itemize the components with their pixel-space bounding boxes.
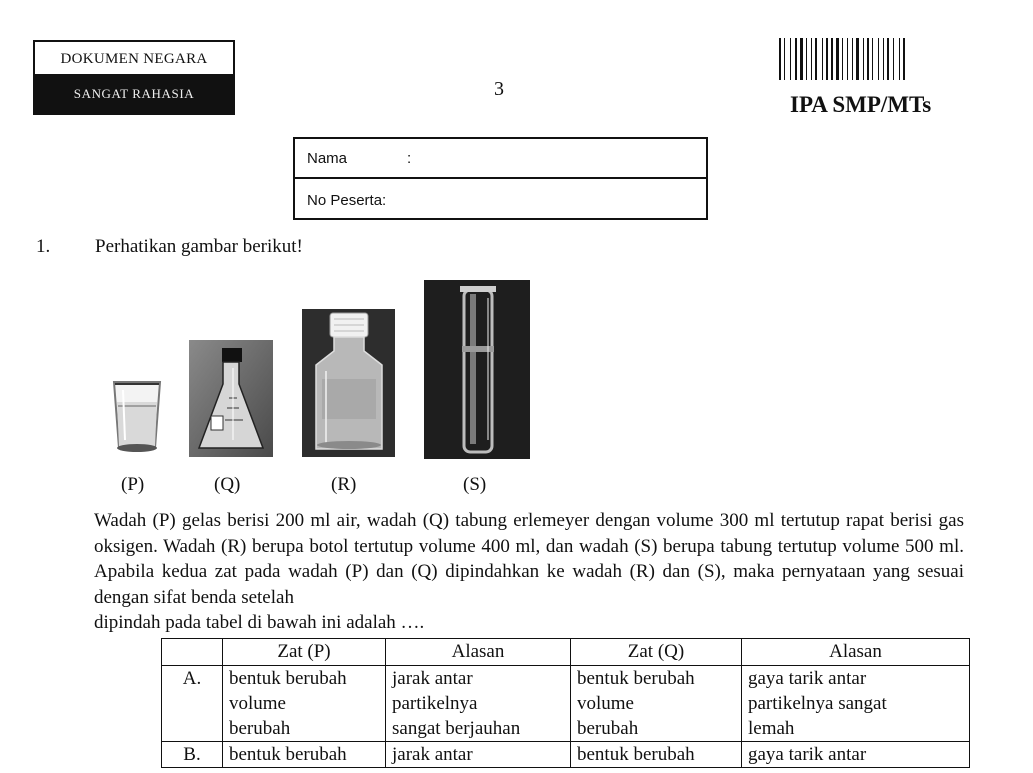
cell-line: gaya tarik antar: [748, 668, 867, 689]
caption-s: (S): [463, 474, 487, 495]
cell-line: partikelnya sangat: [748, 693, 887, 714]
cell-line: partikelnya: [392, 693, 478, 714]
question-number: 1.: [36, 236, 51, 257]
zat-p-cell: [223, 666, 386, 742]
zat-q-cell: [571, 742, 742, 768]
subject-title: IPA SMP/MTs: [790, 92, 932, 117]
doc-label-bottom: SANGAT RAHASIA: [35, 74, 233, 113]
option-label: A.: [162, 666, 223, 742]
page-number: 3: [494, 78, 504, 100]
participant-number-row[interactable]: [295, 180, 706, 220]
barcode-icon: [779, 38, 969, 80]
erlenmeyer-flask-photo: [189, 340, 273, 457]
capped-bottle-photo: [302, 309, 395, 457]
cell-line: jarak antar: [392, 744, 473, 765]
caption-r: (R): [331, 474, 357, 495]
cell-line: lemah: [748, 718, 795, 739]
question-instruction: Perhatikan gambar berikut!: [95, 236, 303, 257]
name-field-row[interactable]: [295, 139, 706, 179]
identity-box: [293, 137, 708, 220]
cell-line: volume: [577, 693, 634, 714]
question-paragraph: Wadah (P) gelas berisi 200 ml air, wadah (Q) tabung erlemeyer dengan volume 300 ml tertutup rapat berisi gas oksigen. Wadah (R) berupa botol tertutup volume 400 ml, dan wadah (S) berupa tabung tertutup volume 500 ml. Apabila kedua zat pada wadah (P) dan (Q) dipindahkan ke wadah (R) dan (S), maka pernyataan yang sesuai dengan sifat benda setelah: [94, 510, 964, 608]
caption-q: (Q): [214, 474, 241, 495]
zat-p-cell: [223, 742, 386, 768]
alasan-q-cell: [742, 666, 970, 742]
table-header-row: [162, 639, 970, 666]
name-colon: :: [407, 149, 412, 167]
glass-of-water-photo: [111, 376, 163, 454]
table-row[interactable]: [162, 742, 970, 768]
participant-label: No Peserta: [307, 191, 383, 209]
alasan-q-cell: [742, 742, 970, 768]
document-classification-label: [33, 40, 235, 115]
cell-line: sangat berjauhan: [392, 718, 521, 739]
cell-line: bentuk berubah: [577, 744, 695, 765]
doc-label-top: DOKUMEN NEGARA: [35, 42, 233, 76]
cell-line: bentuk berubah: [229, 744, 347, 765]
cell-line: bentuk berubah: [229, 668, 347, 689]
participant-colon: :: [382, 191, 387, 209]
cell-line: jarak antar: [392, 668, 473, 689]
cell-line: gaya tarik antar: [748, 744, 867, 765]
header-option: [162, 639, 223, 666]
header-zat-p: Zat (P): [223, 639, 386, 666]
zat-q-cell: [571, 666, 742, 742]
alasan-p-cell: [386, 666, 571, 742]
cell-line: bentuk berubah: [577, 668, 695, 689]
name-label: Nama: [307, 149, 348, 167]
cell-line: berubah: [577, 718, 639, 739]
option-label: B.: [162, 742, 223, 768]
closed-tube-photo: [424, 280, 530, 459]
question-paragraph-last-line: dipindah pada tabel di bawah ini adalah ….: [94, 612, 425, 633]
header-alasan-q: Alasan: [742, 639, 970, 666]
header-alasan-p: Alasan: [386, 639, 571, 666]
caption-p: (P): [121, 474, 145, 495]
header-zat-q: Zat (Q): [571, 639, 742, 666]
table-row[interactable]: [162, 666, 970, 742]
answer-table: [161, 638, 970, 768]
cell-line: volume: [229, 693, 286, 714]
cell-line: berubah: [229, 718, 291, 739]
alasan-p-cell: [386, 742, 571, 768]
